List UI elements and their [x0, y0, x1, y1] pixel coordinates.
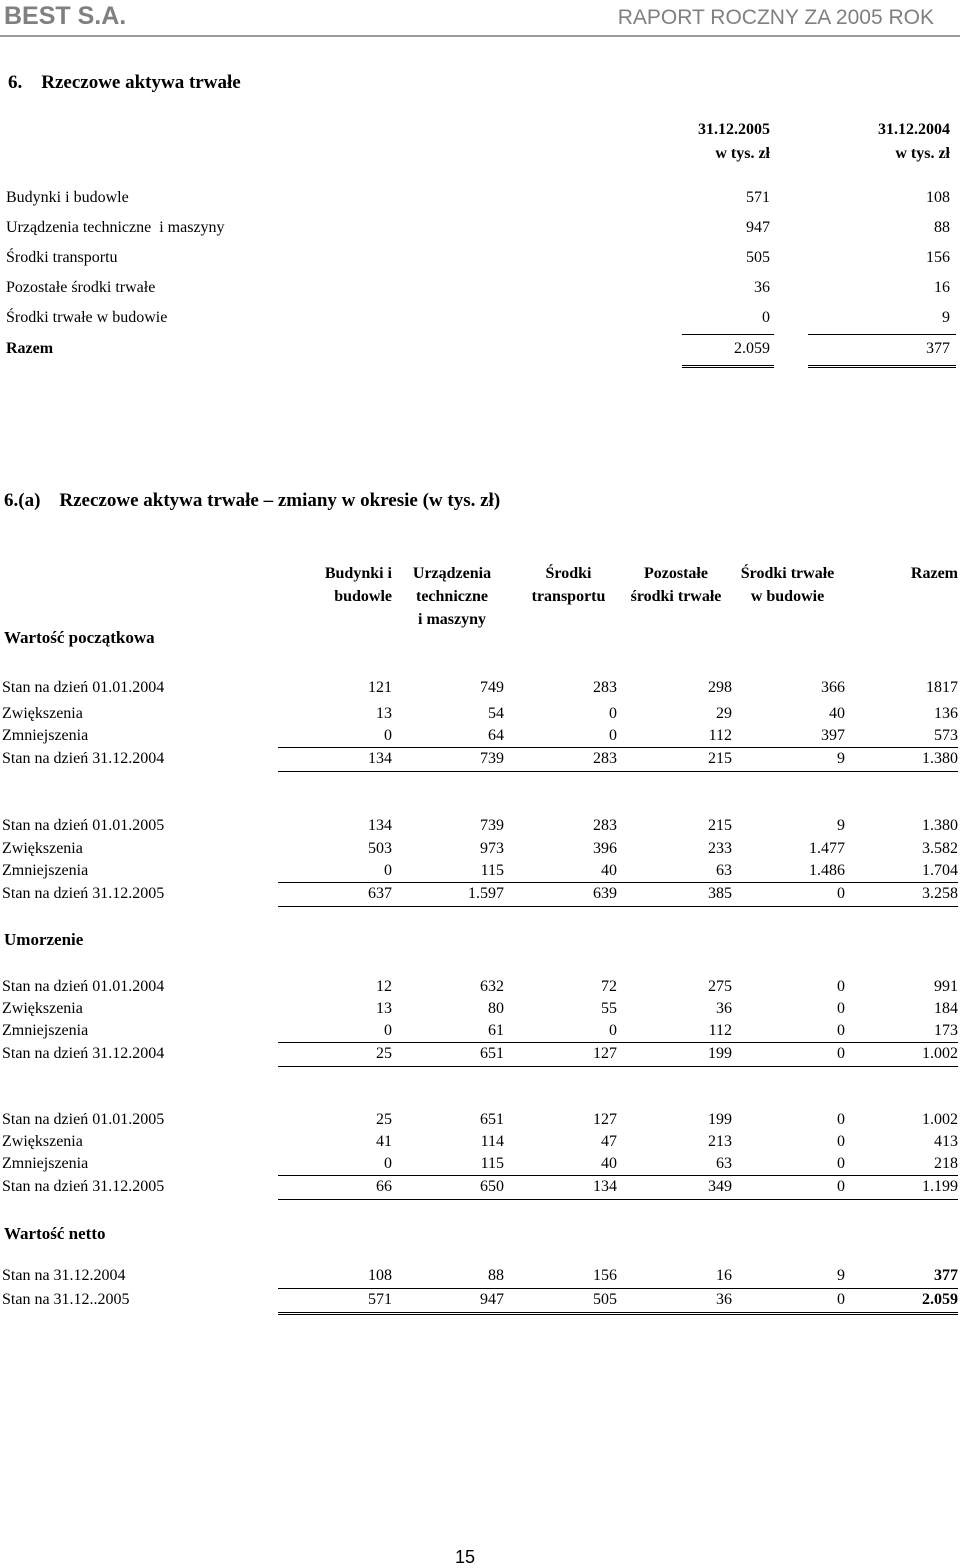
movement-cell: 127 — [593, 1111, 617, 1128]
movement-cell: 947 — [480, 1291, 504, 1308]
column-header: Pozostałe — [644, 565, 708, 582]
movement-cell: 61 — [488, 1022, 504, 1039]
movement-cell: 199 — [708, 1111, 732, 1128]
row-label: Urządzenia techniczne i maszyny — [6, 219, 225, 236]
company-name: BEST S.A. — [4, 2, 127, 30]
movement-cell: 651 — [480, 1111, 504, 1128]
row-label: Pozostałe środki trwałe — [6, 279, 156, 296]
report-title: RAPORT ROCZNY ZA 2005 ROK — [617, 6, 934, 29]
movement-cell: 12 — [376, 978, 392, 995]
movement-cell: 2.059 — [922, 1291, 958, 1308]
movement-cell: 108 — [368, 1267, 392, 1284]
movement-cell: 0 — [837, 1155, 845, 1172]
total-double-rule-2005 — [682, 365, 774, 368]
movement-cell: 88 — [488, 1267, 504, 1284]
column-header: w budowie — [750, 588, 825, 605]
movement-cell: 29 — [716, 705, 732, 722]
depreciation-heading: Umorzenie — [4, 930, 84, 949]
value-2005: 947 — [746, 219, 770, 236]
movement-cell: 632 — [480, 978, 504, 995]
movement-cell: 397 — [821, 727, 845, 744]
row-label: Środki trwałe w budowie — [6, 309, 168, 326]
movement-cell: 651 — [480, 1045, 504, 1062]
movement-cell: 16 — [716, 1267, 732, 1284]
movement-cell: 173 — [934, 1022, 958, 1039]
row-label: Budynki i budowle — [6, 189, 129, 206]
movement-cell: 36 — [716, 1000, 732, 1017]
value-2004: 156 — [926, 249, 950, 266]
column-header: Razem — [910, 565, 958, 582]
movement-cell: 115 — [480, 1155, 504, 1172]
movement-cell: 134 — [368, 750, 392, 767]
movement-cell: 503 — [368, 840, 392, 857]
movement-row-label: Zwiększenia — [2, 1000, 83, 1017]
movement-cell: 0 — [609, 705, 617, 722]
movement-cell: 63 — [716, 1155, 732, 1172]
movement-cell: 1.597 — [468, 885, 504, 902]
movement-cell: 349 — [708, 1178, 732, 1195]
movement-cell: 0 — [837, 1111, 845, 1128]
movement-cell: 973 — [480, 840, 504, 857]
movement-cell: 80 — [488, 1000, 504, 1017]
movement-cell: 134 — [593, 1178, 617, 1195]
movement-cell: 1.477 — [809, 840, 845, 857]
movement-cell: 156 — [593, 1267, 617, 1284]
movement-cell: 0 — [837, 1022, 845, 1039]
movement-cell: 136 — [934, 705, 958, 722]
movement-cell: 13 — [376, 1000, 392, 1017]
movement-row-label: Zmniejszenia — [2, 1022, 89, 1039]
page-number: 15 — [454, 1547, 476, 1567]
sum-rule — [278, 747, 958, 748]
movement-cell: 54 — [488, 705, 504, 722]
header-divider — [0, 35, 960, 37]
total-double-rule-2004 — [808, 365, 956, 368]
balance-rule — [278, 771, 958, 772]
col-2005-unit: w tys. zł — [715, 145, 770, 162]
value-2005: 0 — [762, 309, 770, 326]
total-2005: 2.059 — [734, 340, 770, 357]
movement-cell: 25 — [376, 1111, 392, 1128]
section-6a-title: 6.(a) Rzeczowe aktywa trwałe – zmiany w okresie (w tys. zł) — [4, 490, 501, 511]
movement-cell: 1.380 — [922, 750, 958, 767]
balance-rule — [278, 1199, 958, 1200]
movement-row-label: Zmniejszenia — [2, 1155, 89, 1172]
movement-cell: 0 — [384, 1022, 392, 1039]
movement-row-label: Stan na dzień 01.01.2005 — [2, 817, 165, 834]
movement-cell: 47 — [601, 1133, 617, 1150]
movement-cell: 121 — [368, 679, 392, 696]
movement-cell: 739 — [480, 817, 504, 834]
movement-cell: 1.002 — [922, 1111, 958, 1128]
movement-cell: 0 — [837, 885, 845, 902]
col-2004-unit: w tys. zł — [895, 145, 950, 162]
movement-cell: 3.258 — [922, 885, 958, 902]
value-2004: 108 — [926, 189, 950, 206]
movement-cell: 1817 — [926, 679, 958, 696]
value-2004: 9 — [942, 309, 950, 326]
movement-cell: 213 — [708, 1133, 732, 1150]
movement-cell: 1.486 — [809, 862, 845, 879]
movement-cell: 0 — [837, 978, 845, 995]
total-label: Razem — [6, 340, 54, 357]
column-header: środki trwałe — [630, 588, 722, 605]
movement-cell: 991 — [934, 978, 958, 995]
movement-cell: 283 — [593, 817, 617, 834]
movement-cell: 749 — [480, 679, 504, 696]
sum-rule — [278, 1175, 958, 1176]
col-2004-date: 31.12.2004 — [878, 121, 950, 138]
subtotal-rule-2004 — [808, 334, 956, 335]
movement-cell: 298 — [708, 679, 732, 696]
movement-cell: 650 — [480, 1178, 504, 1195]
value-2005: 505 — [746, 249, 770, 266]
movement-cell: 127 — [593, 1045, 617, 1062]
movement-cell: 377 — [934, 1267, 958, 1284]
movement-cell: 13 — [376, 705, 392, 722]
movement-cell: 9 — [837, 1267, 845, 1284]
col-2005-date: 31.12.2005 — [698, 121, 770, 138]
sum-rule — [278, 882, 958, 883]
value-2005: 36 — [754, 279, 770, 296]
movement-cell: 40 — [829, 705, 845, 722]
movement-cell: 413 — [934, 1133, 958, 1150]
movement-row-label: Stan na dzień 31.12.2004 — [2, 750, 165, 767]
movement-cell: 639 — [593, 885, 617, 902]
movement-cell: 9 — [837, 750, 845, 767]
movement-row-label: Stan na 31.12..2005 — [2, 1291, 130, 1308]
movement-cell: 0 — [384, 862, 392, 879]
movement-cell: 199 — [708, 1045, 732, 1062]
column-header: Urządzenia — [412, 565, 492, 582]
movement-cell: 0 — [609, 727, 617, 744]
movement-cell: 25 — [376, 1045, 392, 1062]
movement-cell: 0 — [837, 1291, 845, 1308]
value-2004: 88 — [934, 219, 950, 236]
movement-row-label: Stan na dzień 31.12.2005 — [2, 1178, 165, 1195]
movement-cell: 55 — [601, 1000, 617, 1017]
movement-cell: 115 — [480, 862, 504, 879]
movement-cell: 1.002 — [922, 1045, 958, 1062]
movement-row-label: Zwiększenia — [2, 840, 83, 857]
movement-cell: 0 — [837, 1000, 845, 1017]
column-header: budowle — [334, 588, 392, 605]
movement-row-label: Stan na dzień 31.12.2004 — [2, 1045, 165, 1062]
movement-cell: 36 — [716, 1291, 732, 1308]
total-2004: 377 — [926, 340, 950, 357]
movement-cell: 1.199 — [922, 1178, 958, 1195]
movement-cell: 41 — [376, 1133, 392, 1150]
movement-cell: 385 — [708, 885, 732, 902]
value-2004: 16 — [934, 279, 950, 296]
movement-cell: 0 — [609, 1022, 617, 1039]
movement-cell: 1.704 — [922, 862, 958, 879]
movement-cell: 396 — [593, 840, 617, 857]
movement-cell: 134 — [368, 817, 392, 834]
movement-cell: 112 — [708, 727, 732, 744]
balance-rule — [278, 1066, 958, 1067]
movement-cell: 283 — [593, 679, 617, 696]
movement-row-label: Zmniejszenia — [2, 862, 89, 879]
movement-cell: 112 — [708, 1022, 732, 1039]
movement-cell: 0 — [837, 1133, 845, 1150]
movement-cell: 40 — [601, 1155, 617, 1172]
movement-cell: 739 — [480, 750, 504, 767]
column-header: i maszyny — [418, 611, 486, 628]
movement-cell: 9 — [837, 817, 845, 834]
movement-cell: 3.582 — [922, 840, 958, 857]
movement-row-label: Stan na dzień 01.01.2004 — [2, 978, 165, 995]
row-label: Środki transportu — [6, 249, 118, 266]
gross-value-heading: Wartość początkowa — [4, 628, 155, 647]
movement-cell: 637 — [368, 885, 392, 902]
movement-cell: 283 — [593, 750, 617, 767]
section-6-title: 6. Rzeczowe aktywa trwałe — [8, 72, 241, 93]
movement-row-label: Stan na 31.12.2004 — [2, 1267, 126, 1284]
total-double-rule — [278, 1312, 958, 1315]
movement-cell: 184 — [934, 1000, 958, 1017]
movement-cell: 505 — [593, 1291, 617, 1308]
movement-row-label: Zwiększenia — [2, 1133, 83, 1150]
net-value-heading: Wartość netto — [4, 1224, 106, 1243]
movement-cell: 64 — [488, 727, 504, 744]
sum-rule — [278, 1288, 958, 1289]
movement-cell: 66 — [376, 1178, 392, 1195]
movement-cell: 0 — [837, 1178, 845, 1195]
movement-cell: 0 — [837, 1045, 845, 1062]
movement-cell: 1.380 — [922, 817, 958, 834]
balance-rule — [278, 906, 958, 907]
subtotal-rule-2005 — [682, 334, 774, 335]
movement-cell: 233 — [708, 840, 732, 857]
movement-row-label: Zwiększenia — [2, 705, 83, 722]
movement-row-label: Zmniejszenia — [2, 727, 89, 744]
column-header: Środki — [545, 565, 592, 582]
column-header: Środki trwałe — [740, 565, 835, 582]
movement-cell: 0 — [384, 1155, 392, 1172]
movement-cell: 366 — [821, 679, 845, 696]
movement-row-label: Stan na dzień 01.01.2004 — [2, 679, 165, 696]
movement-row-label: Stan na dzień 31.12.2005 — [2, 885, 165, 902]
movement-cell: 215 — [708, 817, 732, 834]
movement-cell: 218 — [934, 1155, 958, 1172]
movement-cell: 114 — [480, 1133, 504, 1150]
movement-cell: 40 — [601, 862, 617, 879]
movement-cell: 72 — [601, 978, 617, 995]
value-2005: 571 — [746, 189, 770, 206]
movement-cell: 571 — [368, 1291, 392, 1308]
movement-cell: 573 — [934, 727, 958, 744]
movement-cell: 215 — [708, 750, 732, 767]
sum-rule — [278, 1042, 958, 1043]
movement-cell: 63 — [716, 862, 732, 879]
movement-cell: 275 — [708, 978, 732, 995]
column-header: Budynki i — [324, 565, 392, 582]
movement-row-label: Stan na dzień 01.01.2005 — [2, 1111, 165, 1128]
column-header: techniczne — [416, 588, 488, 605]
column-header: transportu — [531, 588, 606, 605]
movement-cell: 0 — [384, 727, 392, 744]
